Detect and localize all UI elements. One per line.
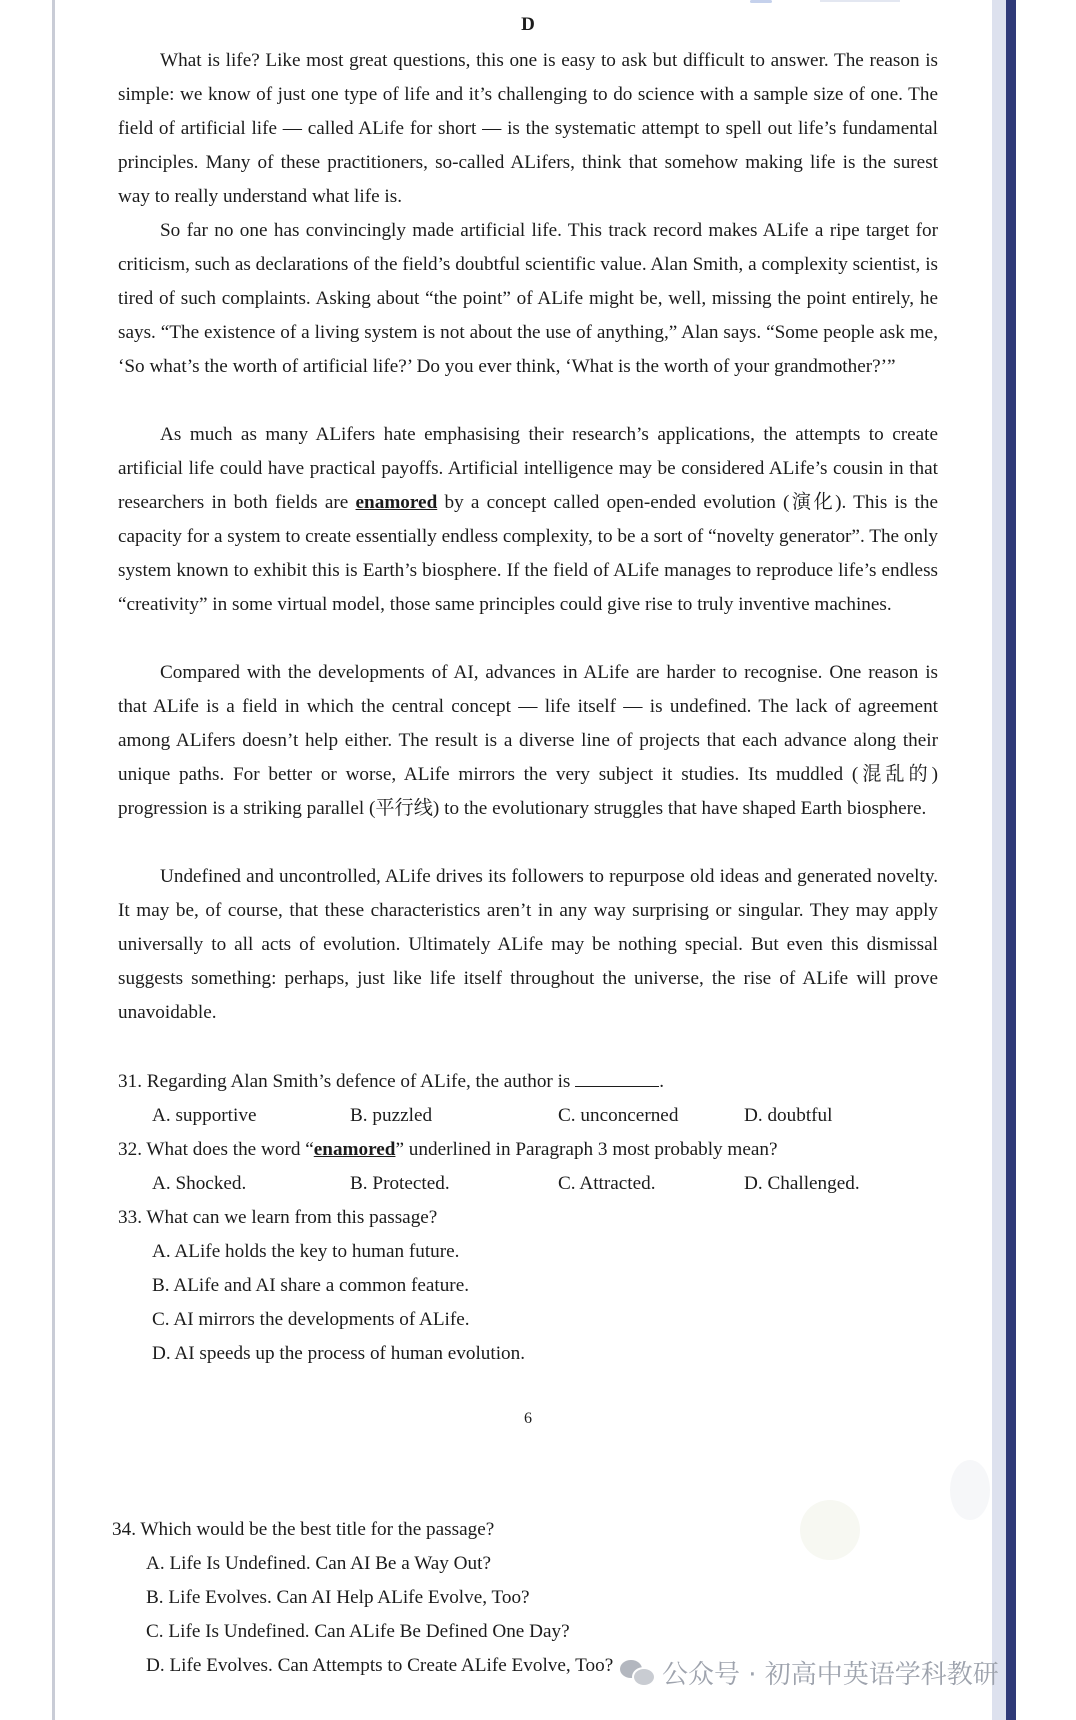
question-32-word: enamored [313, 1139, 396, 1160]
q34-option-c: C. Life Is Undefined. Can ALife Be Defined One Day? [146, 1621, 570, 1642]
q31-option-c: C. unconcerned [558, 1105, 679, 1126]
q31-option-b: B. puzzled [350, 1105, 433, 1126]
wechat-icon [620, 1658, 654, 1686]
question-34: 34. Which would be the best title for the passage? [112, 1519, 495, 1540]
paragraph-3-text: As much as many ALifers hate emphasising their research’s applications, the attempts to create artificial life could have practical payoffs. Artificial intelligence may be considered ALife’s cousin in that researchers in both fields are [118, 424, 938, 513]
question-32-stem: 32. What does the word “ [118, 1139, 314, 1160]
top-decoration [750, 0, 772, 3]
question-31-stem: 31. Regarding Alan Smith’s defence of ALife, the author is [118, 1071, 571, 1092]
paragraph-3-text-rest: by a concept called open-ended evolution (演化). This is the capacity for a system to create essentially endless complexity, to be a sort of “novelty generator”. The only system known to exhibit this is Earth’s biosphere. If the field of ALife manages to reproduce life’s endless “creativity” in some virtual model, those same principles could give rise to truly inventive machines. [118, 492, 938, 615]
q32-option-a: A. Shocked. [152, 1173, 247, 1194]
faint-decoration [800, 1500, 860, 1560]
right-margin [1016, 0, 1076, 1720]
q33-option-b: B. ALife and AI share a common feature. [152, 1275, 470, 1296]
question-31-end: . [659, 1071, 664, 1092]
paragraph-5: Undefined and uncontrolled, ALife drives its followers to repurpose old ideas and generated novelty. It may be, of course, that these characteristics aren’t in any way surprising or singular. They may apply universally to all acts of evolution. Ultimately ALife may be nothing special. But even this dismissal suggests something: perhaps, just like life itself throughout the universe, the rise of ALife will prove unavoidable. [118, 866, 938, 1023]
q31-option-d: D. doubtful [744, 1105, 833, 1126]
q33-option-a: A. ALife holds the key to human future. [152, 1241, 460, 1262]
q33-option-c: C. AI mirrors the developments of ALife. [152, 1309, 470, 1330]
paragraph-2: So far no one has convincingly made artificial life. This track record makes ALife a ripe target for criticism, such as declarations of the field’s doubtful scientific value. Alan Smith, a complexity scientist, is tired of such complaints. Asking about “the point” of ALife might be, well, missing the point entirely, he says. “The existence of a living system is not about the use of anything,” Alan says. “Some people ask me, ‘So what’s the worth of artificial life?’ Do you ever think, ‘What is the worth of your grandmother?’” [118, 220, 938, 377]
answer-blank [575, 1070, 659, 1087]
q32-option-c: C. Attracted. [558, 1173, 656, 1194]
question-31 [118, 1065, 664, 1099]
question-32-stem-rest: ” underlined in Paragraph 3 most probably mean? [395, 1139, 778, 1160]
q34-option-b: B. Life Evolves. Can AI Help ALife Evolve, Too? [146, 1587, 530, 1608]
page-number: 6 [524, 1410, 532, 1427]
question-32 [118, 1133, 778, 1167]
watermark-text: 公众号 · 初高中英语学科教研 [662, 1659, 999, 1690]
paragraph-4: Compared with the developments of AI, advances in ALife are harder to recognise. One reason is that ALife is a field in which the central concept — life itself — is undefined. The lack of agreement among ALifers doesn’t help either. The result is a diverse line of projects that each advance along their unique paths. For better or worse, ALife mirrors the very subject it studies. Its muddled (混乱的) progression is a striking parallel (平行线) to the evolutionary struggles that have shaped Earth biosphere. [118, 662, 938, 819]
left-page-border [52, 0, 55, 1720]
q32-option-b: B. Protected. [350, 1173, 450, 1194]
paragraph-1: What is life? Like most great questions, this one is easy to ask but difficult to answer. The reason is simple: we know of just one type of life and it’s challenging to do science with a sample size of one. The field of artificial life — called ALife for short — is the systematic attempt to spell out life’s fundamental principles. Many of these practitioners, so-called ALifers, think that somehow making life is the surest way to really understand what life is. [118, 50, 938, 207]
q34-option-a: A. Life Is Undefined. Can AI Be a Way Out? [146, 1553, 491, 1574]
q33-option-d: D. AI speeds up the process of human evolution. [152, 1343, 526, 1364]
top-decoration-line [820, 0, 900, 2]
q31-option-a: A. supportive [152, 1105, 257, 1126]
faint-decoration [950, 1460, 990, 1520]
q34-option-d: D. Life Evolves. Can Attempts to Create ALife Evolve, Too? [146, 1655, 614, 1676]
section-heading: D [521, 14, 535, 35]
right-binding-band [1006, 0, 1016, 1720]
wechat-watermark [620, 1652, 999, 1692]
paragraph-3 [118, 418, 938, 622]
right-shadow-band [992, 0, 1006, 1720]
q32-option-d: D. Challenged. [744, 1173, 860, 1194]
question-33: 33. What can we learn from this passage? [118, 1207, 438, 1228]
underlined-word: enamored [355, 492, 438, 513]
